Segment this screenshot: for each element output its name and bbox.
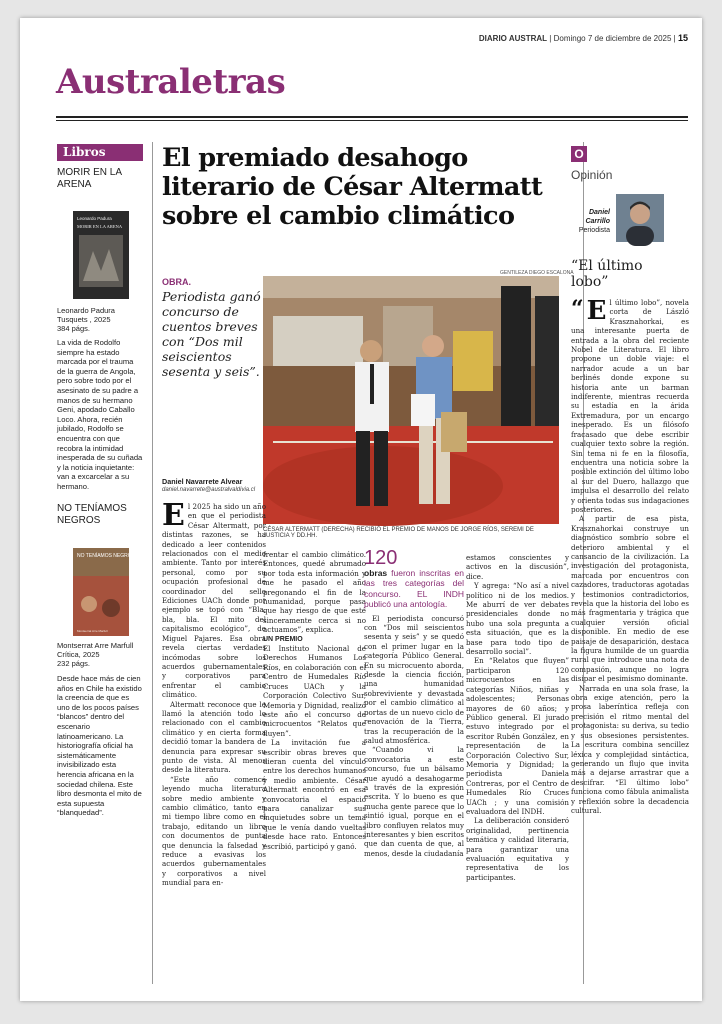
article-col-3 — [364, 548, 464, 858]
opinion-author-last: Carrillo — [585, 218, 610, 225]
book2-title — [57, 503, 143, 527]
col4-p3: En “Relatos que fluyen” participaron 120 microcuentos en las categorías Niños, niñas y adolescentes; Personas mayores de 60 años; y Público general. El jurado estuvo integrado por el escritor Rubén González, en representación de la Corporación Colectivo Sur, Memoria y Dignidad; la periodista Daniela Contreras, por el Centro de Humedales Río Cruces UACh ; y una comisión evaluadora del INDH. — [466, 656, 569, 816]
col2-p2: El Instituto Nacional de Derechos Humanos Los Ríos, en colaboración con el Centro de Humedales Río Cruces UACh y la Corporación Colectivo Sur, Memoria y Dignidad, realizó este año el concurso de microcuentos “Relatos que fluyen”. — [263, 644, 366, 738]
opinion-badge: O — [571, 146, 587, 162]
page-header: DIARIO AUSTRAL | Domingo 7 de diciembre de 2025 | 15 — [478, 33, 688, 43]
book2-publisher: Crítica, 2025 — [57, 650, 100, 659]
col1-p3: “Este año comencé leyendo mucha literatura sobre medio ambiente y cambio climático, tanto en mi tiempo libre como en el trabajo, editando un libro con documentos de punta que denuncia la falsedad y reduce a evasivas los acuerdos gubernamentales y corporativos a nivel mundial para en- — [162, 774, 266, 888]
stat-text: fueron inscritas en las tres categorías del concurso. EL INDH publicó una antología. — [364, 568, 464, 610]
book2-cover-title: NO TENÍAMOS NEGROS — [77, 553, 135, 559]
publication-name: DIARIO AUSTRAL — [478, 34, 548, 43]
book2-author: Montserrat Arre Marfull — [57, 641, 134, 650]
col3-p1: El periodista concursó con “Dos mil seiscientos sesenta y seis” y se quedó con el primer lugar en la categoría Público General. En su microcuento aborda, desde la ciencia ficción, una humanidad sobreviviente y devastada por el cambio climático al portas de un nuevo ciclo de renovación de la Tierra, tras la recuperación de la salud atmosférica. — [364, 613, 464, 745]
opinion-author — [560, 208, 610, 235]
article-col-4 — [466, 553, 569, 882]
book1-cover-author: Leonardo Padura — [77, 216, 112, 221]
issue-date: Domingo 7 de diciembre de 2025 — [553, 34, 672, 43]
article-headline: El premiado desahogo literario de César Altermatt sobre el cambio climático — [162, 143, 543, 231]
book1-title — [57, 167, 143, 191]
col4-p1: estamos conscientes y activos en la discusión”, dice. — [466, 553, 569, 581]
page-number: 15 — [677, 33, 688, 43]
photo-caption: CÉSAR ALTERMATT (DERECHA) RECIBIÓ EL PREMIO DE MANOS DE JORGE RÍOS, SEREMI DE JUSTICIA Y DD.HH. — [263, 527, 534, 539]
col2-p1: frentar el cambio climático. Entonces, quedé abrumado por toda esta información y me he pasado el año pregonando el fin de la humanidad, porque pasa que hay riesgo de que esté sinceramente cerca si no actuamos”, explica. — [263, 550, 366, 635]
opinion-author-role: Periodista — [578, 227, 610, 234]
article-deck: Periodista ganó concurso de cuentos breves con “Dos mil seiscientos sesenta y seis”. — [162, 289, 261, 379]
book2-cover — [73, 548, 135, 636]
book1-publisher: Tusquets , 2025 — [57, 315, 111, 324]
book2-cover-author: Montserrat Arre Marfull — [77, 629, 108, 633]
book1-cover — [73, 211, 129, 299]
divider-left — [152, 142, 153, 984]
opinion-dropcap: E — [586, 296, 607, 326]
col4-p4: La deliberación consideró originalidad, pertinencia temática y calidad literaria, para garantizar una evaluación equitativa y representativa de los participantes. — [466, 816, 569, 882]
book1-text: La vida de Rodolfo siempre ha estado marcada por el trauma de la guerra de Angola, pero sobre todo por el asesinato de su padre a manos de su hermano Geni, apodado Caballo Loco. Ahora, recién jubilado, Rodolfo se encuentra con que recobra la intimidad inesperada de su cuñada y la noticia inquietante: van a excarcelar a su hermano. — [57, 338, 143, 491]
book2-title-text: NO TENÍAMOS NEGROS — [57, 503, 127, 526]
book1-meta — [57, 306, 143, 333]
article-byline: Daniel Navarrete Alvear — [162, 477, 243, 486]
opinion-label: Opinión — [571, 168, 613, 182]
col2-subhead: UN PREMIO — [263, 635, 303, 643]
newspaper-page — [20, 18, 702, 1001]
article-photo — [263, 276, 559, 524]
author-email: daniel.navarrete@australvaldivia.cl — [162, 487, 256, 493]
section-rule-thin — [56, 120, 688, 121]
article-kicker: OBRA. — [162, 277, 191, 287]
author-avatar — [616, 194, 664, 242]
opinion-p3: Narrada en una sola frase, la obra exige atención, pero la prosa laberíntica refleja con precisión el ritmo mental del protagonista: su deriva, su tedio y sus obsesiones persistentes. La escritura combina sencillez léxica y complejidad sintáctica, generando un flujo que invita más a dejarse arrastrar que a descifrar. “El último lobo” funciona como fábula animalista y reflexión sobre la decadencia cultural. — [571, 683, 689, 815]
book2-text: Desde hace más de cien años en Chile ha existido la creencia de que es uno de los pocos países “blancos” dentro del escenario latinoamericano. La historiografía oficial ha sistemáticamente invisibilizado esta herencia africana en la sociedad chilena. Este libro desmonta el mito de esta supuesta “blanquedad”. — [57, 674, 142, 818]
section-rule — [56, 116, 688, 118]
col3-p2: “Cuando vi la convocatoria a este concurso, fue un bálsamo que ayudó a desahogarme a través de la expresión escrita. Y lo bueno es que mucha gente parece que lo sintió igual, porque en el libro confluyen relatos muy interesantes y bien escritos que dan cuenta de que, al menos, desde la ciudadanía — [364, 745, 464, 858]
col4-p2: Y agrega: “No así a nivel político ni de los medios. Me aburrí de ver debates presidenciales donde no hubo una sola pregunta a esta situación, que es la base para todo tipo de desarrollo social”. — [466, 581, 569, 657]
book1-title-text: MORIR EN LA ARENA — [57, 167, 122, 190]
col2-p3: La invitación fue a escribir obras breves que dieran cuenta del vínculo entre los derechos humanos y medio ambiente. César Altermatt encontró en esa convocatoria el espacio para canalizar sus inquietudes sobre un tema que le venía dando vueltas desde hace rato. Entonces escribió, participó y ganó. — [263, 738, 366, 851]
article-col-2 — [263, 550, 366, 851]
opinion-quote-mark: “ — [571, 296, 584, 322]
photo-credit: GENTILEZA DIEGO ESCALONA — [500, 270, 574, 276]
book1-cover-title: MORIR EN LA ARENA — [77, 224, 123, 229]
opinion-p2: A partir de esa pista, Krasznahorkai construye un diagnóstico sombrío sobre el deterioro ambiental y el cansancio de la civilización. La investigación del protagonista, marcada por encuentros con cazadores, traductoras agotadas y testimonios contradictorios, revela que la historia del lobo es más fragmentaria y trágica que cualquier versión oficial disponible. En medio de ese paisaje de desaparición, destaca la figura humilde de un guardia rural que introduce una nota de compasión, aunque no logra disipar el pesimismo dominante. — [571, 514, 689, 684]
article-col-1 — [162, 498, 266, 888]
opinion-body — [571, 298, 689, 815]
opinion-p1: l último lobo”, novela corta de László Krasznahorkai, es una interesante puerta de entrada a la obra del reciente Nobel de Literatura. El libro propone un doble viaje: el narrador acude a un bar berlinés donde expone su historia ante un barman indiferente, mientras recuerda su estadía en la árida Extremadura, por un encargo inesperado. Es un filósofo fracasado que debe escribir cualquier texto sobre la región. Sin tema ni fe en la filosofía, encuentra una noticia sobre la posible extinción del último lobo al sur del Duero, hallazgo que impulsa el desarrollo del relato y orienta todas sus indagaciones posteriores. — [571, 298, 689, 514]
book2-meta — [57, 641, 143, 668]
book2-pages: 232 págs. — [57, 659, 90, 668]
section-title: Australetras — [56, 62, 286, 102]
dropcap: E — [162, 498, 185, 533]
opinion-author-first: Daniel — [588, 209, 610, 216]
book2-review — [57, 674, 143, 818]
opinion-title: “El último lobo” — [571, 258, 643, 290]
book1-review — [57, 338, 143, 492]
book1-pages: 384 págs. — [57, 324, 90, 333]
stat-bold: obras — [364, 568, 388, 578]
book1-author: Leonardo Padura — [57, 306, 115, 315]
col1-p1: l 2025 ha sido un año en que el periodista César Altermatt, por distintas razones, se ha dedicado a leer contenidos relacionados con el medio ambiente. Tanto por interés personal, como por su ocupación profesional de coordinador del sello Ediciones UACh donde por ejemplo se topó con “Bla, bla, bla. El mito del capitalismo ecológico”, de Miguel Pajares. Esa obra revela ciertas verdades incómodas sobre los acuerdos gubernamentales y corporativos para enfrentar el cambio climático. — [162, 502, 266, 700]
stat-number: 120 — [364, 547, 398, 569]
sidebar-tag: Libros — [57, 144, 143, 161]
col1-p2: Altermatt reconoce que le llamó la atención todo lo relacionado con el cambio climático y en cierta forma decidió tomar la bandera de denuncia para expresar su punto de vista. Al menos desde la literatura. — [162, 699, 266, 775]
